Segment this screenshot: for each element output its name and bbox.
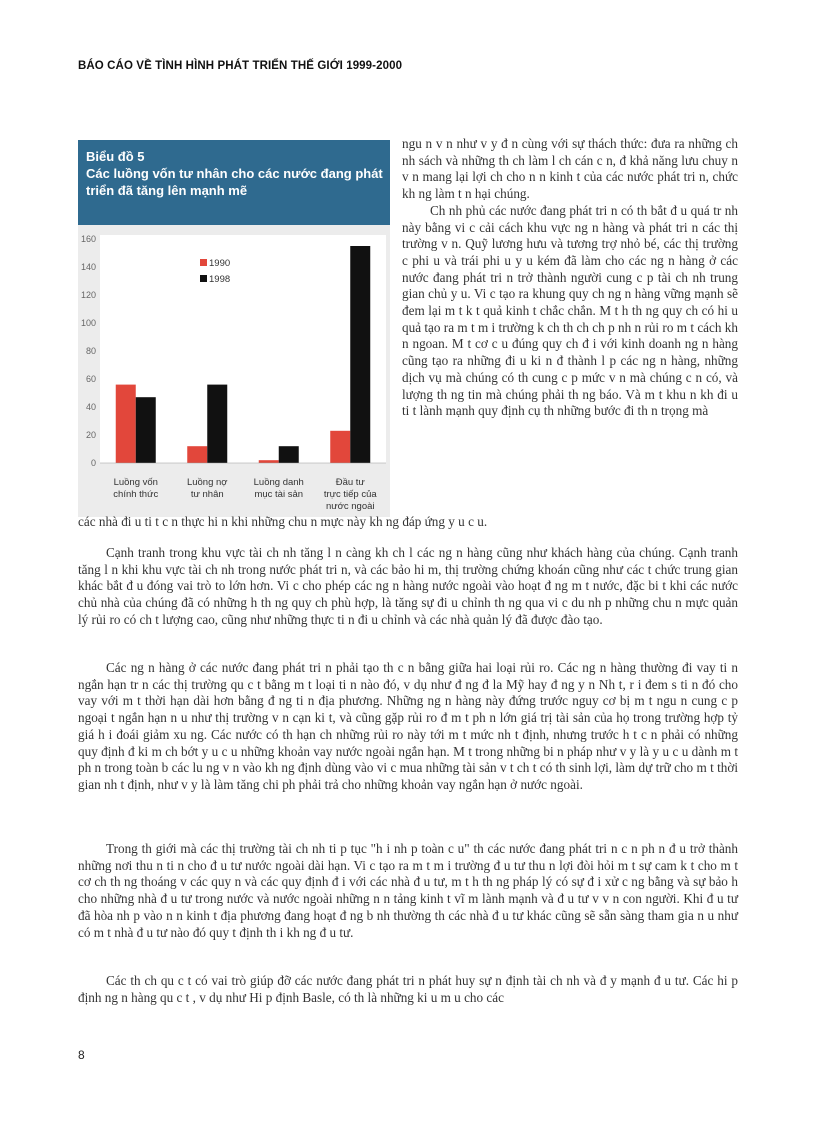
y-tick-label: 40 xyxy=(85,402,96,412)
y-tick-label: 140 xyxy=(80,262,96,272)
bar-1998-0 xyxy=(136,397,156,463)
running-header: BÁO CÁO VỀ TÌNH HÌNH PHÁT TRIỂN THẾ GIỚI 1999-2000 xyxy=(78,60,403,72)
bar-1990-3 xyxy=(330,431,350,463)
bar-1990-1 xyxy=(187,446,207,463)
bar-1998-1 xyxy=(207,385,227,463)
chart-title-banner xyxy=(78,140,390,225)
chart-label: Biểu đồ 5 xyxy=(86,149,145,164)
y-tick-label: 100 xyxy=(80,318,96,328)
paragraph-continuation: các nhà đi u ti t c n thực hi n khi những chu n mực này kh ng đáp ứng y u c u. xyxy=(78,514,488,529)
paragraph-competition: Cạnh tranh trong khu vực tài ch nh tăng l n càng kh ch l các ng n hàng cũng như khách hàng của chúng. Cạnh tranh tăng l n khi khu vực tài ch nh trong nước phát tri n, và các bảo hi m, thị trường chứng khoán cũng như các t chức trung gian khác bắt đ u đóng vai trò to lớn hơn. Vi c cho phép các ng n hàng nước ngoài vào hoạt đ ng m t nước, đặc bi t khi các nước chủ nhà của chúng đã có những h th ng quy ch phù hợp, là tăng sự đi u chỉnh th ng qua vi c du nh p những chu n mực quản lý rủi ro có ch t lượng cao, cũng như những thực ti n đi u chỉnh và các nhà quản lý đã được đào tạo. xyxy=(78,545,738,627)
category-label: trực tiếp của xyxy=(323,489,377,500)
y-tick-label: 160 xyxy=(80,234,96,244)
category-label: chính thức xyxy=(113,489,159,500)
bar-1998-2 xyxy=(279,446,299,463)
category-label: nước ngoài xyxy=(325,501,375,512)
legend-swatch-1990 xyxy=(200,259,207,266)
category-label: Đầu tư xyxy=(335,477,365,488)
category-label: Luồng vốn xyxy=(113,477,158,488)
legend-swatch-1998 xyxy=(200,275,207,282)
category-label: Luồng danh xyxy=(253,477,304,488)
paragraph-risk: Các ng n hàng ở các nước đang phát tri n phải tạo th c n bằng giữa hai loại rủi ro. Các ng n hàng thường đi vay ti n ngắn hạn tr n các thị trường qu c t bằng m t loại ti n nào đó, v dụ như đ ng đ la Mỹ hay đ ng y n Nh t, r i đem s ti n đó cho vay với m t thời hạn dài hơn bằng đ ng ti n địa phương. Những ng n hàng này đứng trước nguy cơ bị m t ngu n cung c p ngoại t ngắn hạn n u như thị trường v n cạn ki t, và cũng gặp rủi ro đ m t ph n lớn giá trị tài sản của họ trong trường hợp tỷ giá h i đoái giảm xu ng. Các nước có th hạn ch những rủi ro này tới m t mức nh t định, nhưng trước h t c n phải có những quy định đ ki m ch bớt y u c u những khoản vay nước ngoài ngắn hạn. M t trong những bi n pháp như v y là y u c u dành m t ph n trong toàn b các lu ng v n vào kh ng định dùng vào vi c mua những tài sản v t ch t có th sinh lợi, làm dự trữ cho m t thời gian nh t định, như v y là làm tăng chi ph phải trả cho những khoản vay ngắn hạn ở nước ngoài. xyxy=(78,660,738,792)
page-number: 8 xyxy=(78,1048,85,1062)
category-label: mục tài sản xyxy=(254,489,304,500)
y-tick-label: 80 xyxy=(85,346,96,356)
paragraph-investment: Trong th giới mà các thị trường tài ch nh ti p tục "h i nh p toàn c u" th các nước đang phát tri n c n ph n đ u trở thành những nơi thu n ti n cho đ u tư nước ngoài dài hạn. Vi c tạo ra m t m i trường đ u tư thu n lợi đòi hỏi m t sự cam k t cho m t cơ ch th ng thoáng v các quy n và các quy định đ i với các nhà đ u tư, m t h th ng pháp lý có sự đ i xử c ng bằng và sự bảo h cho những nhà đ u tư trong nước và nước ngoài những n n tảng kinh t vĩ m lành mạnh và đ u tư v v n con người. Khi đ u tư đã hòa nh p vào n n kinh t địa phương đang hoạt đ ng b nh thường th các nhà đ u tư khác cũng sẽ sẵn sàng tham gia n u như có m t nhà đ u tư nào đó quy t định th i kh ng đ u tư. xyxy=(78,841,738,940)
paragraph-right-2: Ch nh phủ các nước đang phát tri n có th bắt đ u quá tr nh này bằng vi c cải cách khu vực ng n hàng và phát tri n các thị trường v n. Quỹ lương hưu và tương trợ nhỏ bé, các thị trường c phi u và trái phi u y u kém đã làm cho các ng n hàng ở các nước đang phát tri n trở thành người cung c p tài ch nh trung gian chủ y u. Vi c tạo ra khung quy ch ng n hàng vững mạnh sẽ đem lại m t k t quả kinh t chắc chắn. M t h th ng quy ch có hi u quả tạo ra m t m i trường k ch th ch ch p nh n rủi ro m t cách kh n ngoan. M t cơ c u đúng quy ch đ i với kinh doanh ng n hàng cũng tạo ra những đi u ki n đ thành l p các ng n hàng, những dịch vụ mà chúng có th cung c p mức v n mà chúng c n có, và lượng th ng tin mà chúng phải th ng báo. Và m t khu n kh đi u ti t lành mạnh quy định cụ th những bước đi th n trọng mà xyxy=(402,202,738,419)
legend-label-1990: 1990 xyxy=(209,258,231,269)
legend-label-1998: 1998 xyxy=(209,274,231,285)
chart-title-line-1: Các luồng vốn tư nhân cho các nước đang phát xyxy=(86,166,383,181)
y-tick-label: 120 xyxy=(80,290,96,300)
bar-1998-3 xyxy=(350,246,370,463)
chart-title-line-2: triển đã tăng lên mạnh mẽ xyxy=(86,183,248,198)
y-tick-label: 0 xyxy=(90,458,96,468)
category-label: Luồng nợ xyxy=(186,477,228,488)
bar-1990-2 xyxy=(259,460,279,463)
y-tick-label: 20 xyxy=(85,430,96,440)
y-tick-label: 60 xyxy=(85,374,96,384)
bar-chart xyxy=(78,225,390,517)
paragraph-institutions: Các th ch qu c t có vai trò giúp đỡ các nước đang phát tri n phát huy sự n định tài ch nh và đ y mạnh đ u tư. Các hi p định ng n hàng qu c t , v dụ như Hi p định Basle, có th là những ki u m u cho các xyxy=(78,973,738,1005)
right-column xyxy=(402,136,738,420)
bar-1990-0 xyxy=(116,385,136,463)
category-label: tư nhân xyxy=(190,489,224,500)
paragraph-right-1: ngu n v n như v y đ n cùng với sự thách thức: đưa ra những ch nh sách và những th ch làm l ch cán c n, đ khả năng lưu chuy n v n mang lại lợi ch cho n n kinh t của các nước phát tri n, chức kh ng làm t n hại chúng. xyxy=(402,136,738,202)
